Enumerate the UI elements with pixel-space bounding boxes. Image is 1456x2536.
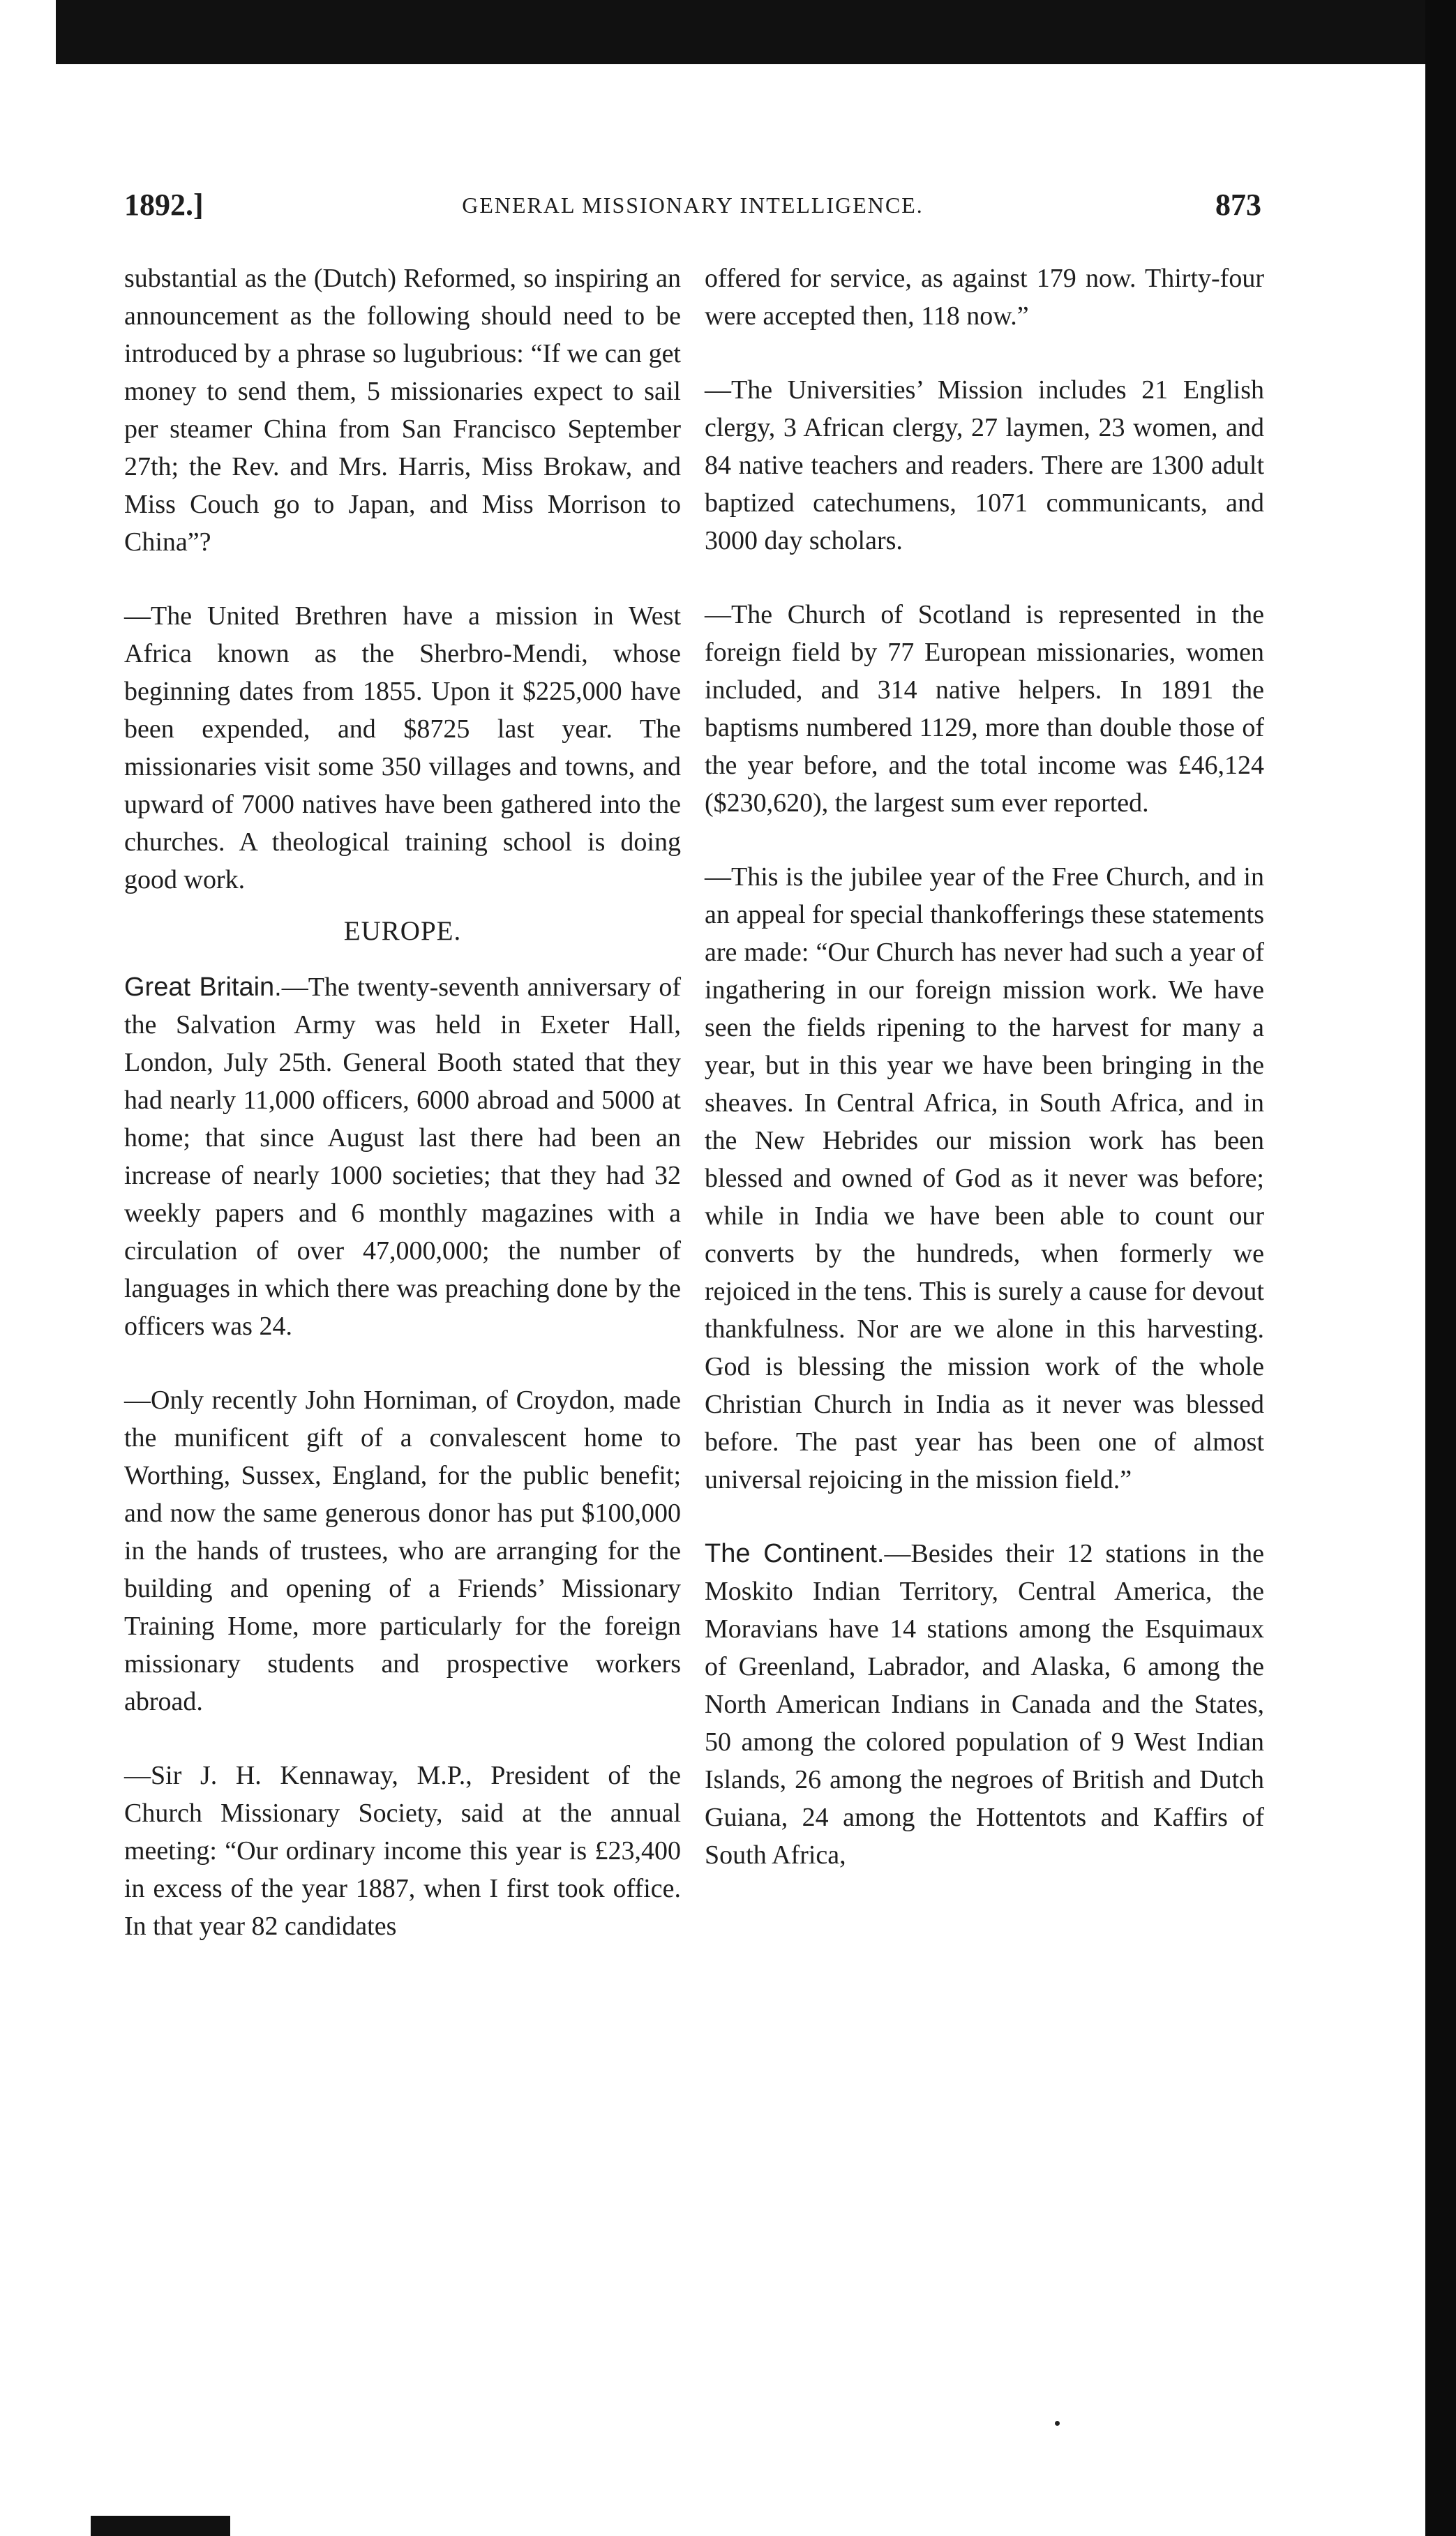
paragraph-great-britain-text: —The twenty-seventh anniversary of the Salvation Army was held in Exeter Hall, London, July 25th. General Booth stated that they had nearly 11,000 officers, 6000 abroad and 5000 at home; that since August last there had been an increase of nearly 1000 societies; that they had 32 weekly papers and 6 monthly magazines with a circulation of over 47,000,000; the number of languages in which there was preaching done by the officers was 24. — [124, 973, 681, 1341]
paragraph-free-church: —This is the jubilee year of the Free Church, and in an appeal for special thankofferings these statements are made: “Our Church has never had such a year of ingathering in our foreign mission work. We have seen the fields ripening to the harvest for many a year, but in this year we have been bringing in the sheaves. In Central Africa, in South Africa, and in the New Hebrides our mission work has been blessed and owned of God as it never was before; while in India we have been able to count our converts by the hundreds, when formerly we rejoiced in the tens. This is surely a cause for devout thankfulness. Nor are we alone in this harvesting. God is blessing the mission work of the whole Christian Church in India as it never was blessed before. The past year has been one of almost universal rejoicing in the mission field.” — [705, 862, 1264, 1494]
paragraph-gap — [705, 335, 1264, 371]
scan-border-bottom — [91, 2516, 230, 2536]
runin-great-britain: Great Britain. — [124, 973, 282, 1002]
running-title: GENERAL MISSIONARY INTELLIGENCE. — [462, 193, 924, 218]
page-number: 873 — [1215, 188, 1261, 222]
paragraph-universities-mission: —The Universities’ Mission includes 21 English clergy, 3 African clergy, 27 laymen, 23 women, and 84 native teachers and readers. There are 1300 adult baptized catechumens, 1071 communicants, and 3000 day scholars. — [705, 375, 1264, 555]
page-header — [124, 187, 1261, 229]
paragraph-united-brethren: —The United Brethren have a mission in West Africa known as the Sherbro-Mendi, whose beginning dates from 1855. Upon it $225,000 have been expended, and $8725 last year. The missionaries visit some 350 villages and towns, and upward of 7000 natives have been gathered into the churches. A theological training school is doing good work. — [124, 601, 681, 894]
right-column — [705, 260, 1264, 1874]
paragraph-continent — [705, 1535, 1264, 1874]
paragraph-candidates: offered for service, as against 179 now. Thirty-four were accepted then, 118 now.” — [705, 264, 1264, 331]
scan-margin-left — [0, 0, 56, 2536]
paragraph-church-of-scotland: —The Church of Scotland is represented in the foreign field by 77 European missionaries, women included, and 314 native helpers. In 1891 the baptisms numbered 1129, more than double those of the year before, and the total income was £46,124 ($230,620), the largest sum ever reported. — [705, 600, 1264, 818]
paragraph-horniman: —Only recently John Horniman, of Croydon, made the munificent gift of a convalescent home to Worthing, Sussex, England, for the public benefit; and now the same generous donor has put $100,000 in the hands of trustees, who are arranging for the building and opening of a Friends’ Missionary Training Home, more particularly for the foreign missionary students and prospective workers abroad. — [124, 1386, 681, 1716]
paragraph-continent-text: —Besides their 12 stations in the Moskito Indian Territory, Central America, the Moravians have 14 stations among the Esquimaux of Greenland, Labrador, and Alaska, 6 among the North American Indians in Canada and the States, 50 among the colored population of 9 West Indian Islands, 26 among the negroes of British and Dutch Guiana, 24 among the Hottentots and Kaffirs of South Africa, — [705, 1539, 1264, 1870]
left-column — [124, 260, 681, 1945]
paragraph-gap — [705, 560, 1264, 596]
paragraph-great-britain — [124, 968, 681, 1345]
paragraph-gap — [124, 1720, 681, 1757]
ink-speck — [1055, 2421, 1060, 2426]
paragraph-gap — [124, 561, 681, 597]
header-year: 1892.] — [124, 188, 204, 222]
paragraph-gap — [124, 1345, 681, 1381]
scan-border-top — [56, 0, 1456, 64]
scan-border-right — [1425, 0, 1456, 2536]
paragraph-reformed-missionaries: substantial as the (Dutch) Reformed, so inspiring an announcement as the following should need to be introduced by a phrase so lugubrious: “If we can get money to send them, 5 missionaries expect to sail per steamer China from San Francisco September 27th; the Rev. and Mrs. Harris, Miss Brokaw, and Miss Couch go to Japan, and Miss Morrison to China”? — [124, 264, 681, 557]
runin-continent: The Continent. — [705, 1539, 885, 1568]
paragraph-gap — [705, 822, 1264, 858]
paragraph-gap — [705, 1499, 1264, 1535]
paragraph-kennaway: —Sir J. H. Kennaway, M.P., President of the Church Missionary Society, said at the annual meeting: “Our ordinary income this year is £23,400 in excess of the year 1887, when I first took office. In that year 82 candidates — [124, 1761, 681, 1941]
section-heading-europe: EUROPE. — [343, 916, 462, 946]
